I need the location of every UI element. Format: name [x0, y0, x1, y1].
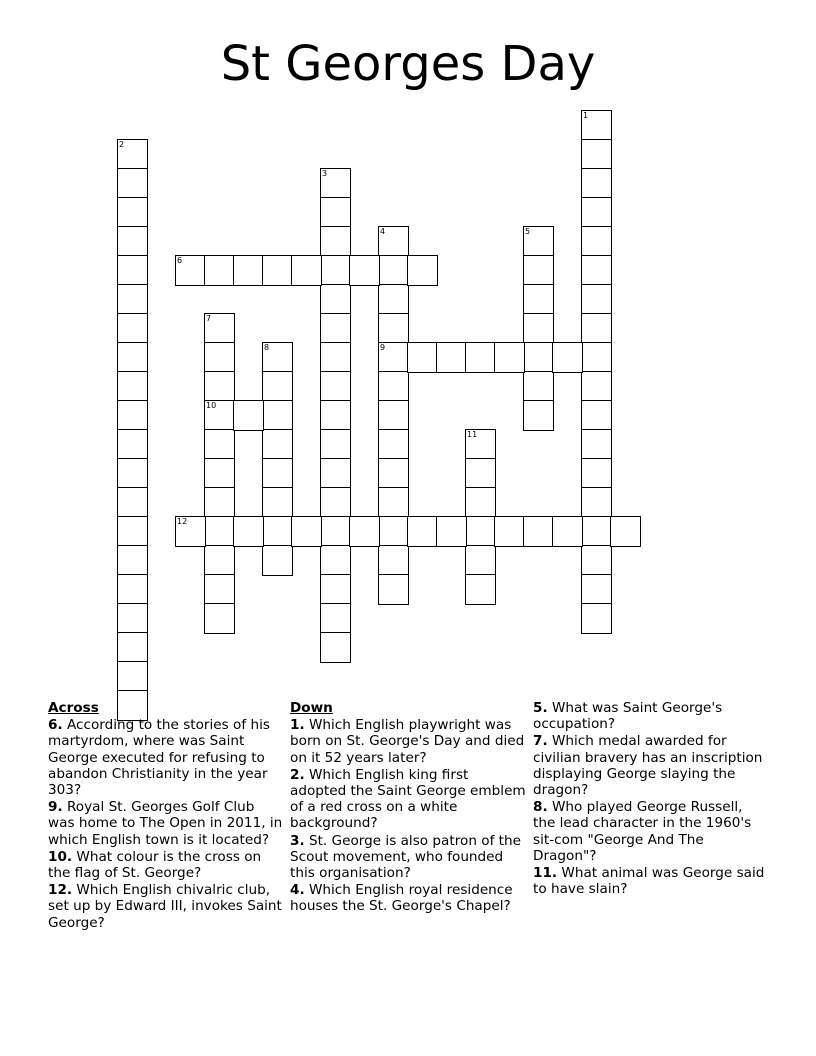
grid-cell[interactable] — [204, 487, 235, 518]
grid-cell[interactable] — [262, 487, 293, 518]
grid-cell[interactable] — [523, 516, 554, 547]
grid-cell[interactable] — [581, 458, 612, 489]
grid-cell[interactable] — [117, 197, 148, 228]
grid-cell[interactable] — [117, 429, 148, 460]
clue-item-text: Which medal awarded for civilian bravery has an inscription displaying George slaying the dragon? — [533, 733, 763, 799]
grid-cell[interactable] — [581, 574, 612, 605]
clue-number: 3 — [322, 169, 328, 178]
grid-cell[interactable] — [581, 603, 612, 634]
clue-item-text: Which English royal residence houses the St. George's Chapel? — [290, 882, 513, 915]
grid-cell[interactable] — [581, 516, 612, 547]
grid-cell[interactable] — [523, 342, 554, 373]
grid-cell[interactable] — [378, 429, 409, 460]
grid-cell[interactable] — [581, 168, 612, 199]
grid-cell[interactable] — [581, 139, 612, 170]
grid-cell[interactable] — [378, 371, 409, 402]
clue-item-text: Who played George Russell, the lead character in the 1960's sit-com "George And The Dragon"? — [533, 799, 752, 864]
grid-cell[interactable] — [378, 255, 409, 286]
grid-cell[interactable] — [581, 313, 612, 344]
grid-cell[interactable] — [117, 632, 148, 663]
grid-cell[interactable] — [581, 371, 612, 402]
clue-item-number: 2. — [290, 766, 305, 783]
clue-number: 5 — [525, 227, 531, 236]
grid-cell[interactable] — [523, 313, 554, 344]
grid-cell[interactable] — [117, 371, 148, 402]
clue-item — [533, 865, 769, 897]
grid-cell[interactable] — [262, 371, 293, 402]
grid-cell[interactable] — [523, 226, 554, 257]
clue-item-text: St. George is also patron of the Scout movement, who founded this organisation? — [290, 832, 521, 882]
grid-cell[interactable] — [494, 516, 525, 547]
clue-number: 1 — [583, 111, 589, 120]
grid-cell[interactable] — [378, 400, 409, 431]
clue-item — [533, 733, 769, 798]
clue-number: 7 — [206, 314, 212, 323]
clue-number: 12 — [177, 517, 188, 526]
clue-item-number: 6. — [48, 717, 63, 734]
clue-number: 10 — [206, 401, 217, 410]
clue-item-number: 10. — [48, 848, 73, 865]
grid-cell[interactable] — [494, 342, 525, 373]
grid-cell[interactable] — [465, 429, 496, 460]
grid-cell[interactable] — [117, 487, 148, 518]
grid-cell[interactable] — [581, 545, 612, 576]
grid-cell[interactable] — [320, 284, 351, 315]
grid-cell[interactable] — [320, 516, 351, 547]
clue-number: 6 — [177, 256, 183, 265]
clue-item — [290, 882, 526, 914]
grid-cell[interactable] — [320, 429, 351, 460]
grid-cell[interactable] — [117, 284, 148, 315]
clue-item-text: Which English playwright was born on St. George's Day and died on it 52 years later? — [290, 717, 525, 766]
grid-cell[interactable] — [320, 168, 351, 199]
clue-item-text: What colour is the cross on the flag of St. George? — [48, 848, 262, 882]
grid-cell[interactable] — [117, 661, 148, 692]
grid-cell[interactable] — [117, 313, 148, 344]
grid-cell[interactable] — [204, 255, 235, 286]
grid-cell[interactable] — [378, 342, 409, 373]
grid-cell[interactable] — [581, 342, 612, 373]
grid-cell[interactable] — [117, 574, 148, 605]
grid-cell[interactable] — [407, 342, 438, 373]
down-clues — [290, 700, 526, 916]
grid-cell[interactable] — [204, 371, 235, 402]
grid-cell[interactable] — [320, 400, 351, 431]
grid-cell[interactable] — [262, 516, 293, 547]
clue-number: 4 — [380, 227, 386, 236]
grid-cell[interactable] — [262, 342, 293, 373]
grid-cell[interactable] — [262, 429, 293, 460]
grid-cell[interactable] — [523, 400, 554, 431]
grid-cell[interactable] — [552, 342, 583, 373]
grid-cell[interactable] — [320, 603, 351, 634]
grid-cell[interactable] — [233, 255, 264, 286]
grid-cell[interactable] — [204, 400, 235, 431]
clue-item-text: According to the stories of his martyrdom, where was Saint George executed for refusing to abandon Christianity in the year 303? — [48, 717, 270, 799]
grid-cell[interactable] — [117, 168, 148, 199]
grid-cell[interactable] — [407, 255, 438, 286]
clue-number: 9 — [380, 343, 386, 352]
grid-cell[interactable] — [320, 545, 351, 576]
grid-cell[interactable] — [581, 197, 612, 228]
across-heading: Across — [48, 700, 99, 716]
grid-cell[interactable] — [117, 342, 148, 373]
clue-item — [48, 849, 284, 881]
grid-cell[interactable] — [204, 429, 235, 460]
grid-cell[interactable] — [262, 255, 293, 286]
down-clues-continued — [533, 700, 769, 898]
grid-cell[interactable] — [378, 284, 409, 315]
grid-cell[interactable] — [465, 574, 496, 605]
across-clues — [48, 700, 284, 932]
grid-cell[interactable] — [233, 400, 264, 431]
grid-cell[interactable] — [552, 516, 583, 547]
clue-item-text: Royal St. Georges Golf Club was home to The Open in 2011, in which English town is it located? — [48, 799, 283, 848]
grid-cell[interactable] — [204, 342, 235, 373]
clue-item — [533, 700, 769, 732]
grid-cell[interactable] — [117, 516, 148, 547]
clue-item-number: 5. — [533, 700, 548, 716]
grid-cell[interactable] — [320, 458, 351, 489]
grid-cell[interactable] — [204, 313, 235, 344]
grid-cell[interactable] — [117, 400, 148, 431]
grid-cell[interactable] — [117, 226, 148, 257]
page-title: St Georges Day — [220, 36, 596, 92]
clue-item-number: 1. — [290, 717, 305, 734]
grid-cell[interactable] — [320, 371, 351, 402]
clue-item — [533, 799, 769, 864]
grid-cell[interactable] — [349, 255, 380, 286]
grid-cell[interactable] — [378, 458, 409, 489]
clue-item-number: 8. — [533, 799, 548, 816]
grid-cell[interactable] — [320, 487, 351, 518]
grid-cell[interactable] — [291, 516, 322, 547]
grid-cell[interactable] — [581, 284, 612, 315]
grid-cell[interactable] — [465, 342, 496, 373]
grid-cell[interactable] — [581, 255, 612, 286]
grid-cell[interactable] — [320, 574, 351, 605]
grid-cell[interactable] — [204, 545, 235, 576]
grid-cell[interactable] — [465, 487, 496, 518]
grid-cell[interactable] — [378, 487, 409, 518]
grid-cell[interactable] — [204, 458, 235, 489]
grid-cell[interactable] — [175, 516, 206, 547]
grid-cell[interactable] — [320, 632, 351, 663]
clue-item — [290, 717, 526, 766]
clue-item — [48, 882, 284, 931]
grid-cell[interactable] — [320, 255, 351, 286]
grid-cell[interactable] — [204, 603, 235, 634]
grid-cell[interactable] — [291, 255, 322, 286]
grid-cell[interactable] — [117, 139, 148, 170]
grid-cell[interactable] — [175, 255, 206, 286]
grid-cell[interactable] — [378, 516, 409, 547]
grid-cell[interactable] — [262, 400, 293, 431]
clue-item-text: What was Saint George's occupation? — [533, 700, 723, 733]
clue-item-text: Which English chivalric club, set up by Edward III, invokes Saint George? — [48, 882, 282, 931]
clue-item-number: 4. — [290, 882, 305, 899]
clue-number: 8 — [264, 343, 270, 352]
grid-cell[interactable] — [204, 574, 235, 605]
clue-item — [48, 799, 284, 848]
grid-cell[interactable] — [581, 429, 612, 460]
grid-cell[interactable] — [378, 545, 409, 576]
grid-cell[interactable] — [378, 574, 409, 605]
grid-cell[interactable] — [407, 516, 438, 547]
clue-item-text: What animal was George said to have slain? — [533, 865, 765, 898]
grid-cell[interactable] — [523, 284, 554, 315]
grid-cell[interactable] — [378, 226, 409, 257]
clue-item-number: 12. — [48, 882, 73, 899]
grid-cell[interactable] — [436, 342, 467, 373]
clue-item — [290, 767, 526, 832]
clue-item — [48, 717, 284, 798]
clue-item-number: 11. — [533, 865, 558, 882]
grid-cell[interactable] — [581, 400, 612, 431]
grid-cell[interactable] — [117, 255, 148, 286]
grid-cell[interactable] — [465, 516, 496, 547]
grid-cell[interactable] — [320, 342, 351, 373]
grid-cell[interactable] — [436, 516, 467, 547]
clue-item-number: 7. — [533, 733, 548, 750]
grid-cell[interactable] — [262, 458, 293, 489]
grid-cell[interactable] — [523, 371, 554, 402]
grid-cell[interactable] — [378, 313, 409, 344]
grid-cell[interactable] — [204, 516, 235, 547]
grid-cell[interactable] — [117, 603, 148, 634]
grid-cell[interactable] — [610, 516, 641, 547]
down-heading: Down — [290, 700, 333, 716]
grid-cell[interactable] — [349, 516, 380, 547]
clue-item — [290, 833, 526, 882]
grid-cell[interactable] — [117, 458, 148, 489]
grid-cell[interactable] — [233, 516, 264, 547]
grid-cell[interactable] — [581, 110, 612, 141]
grid-cell[interactable] — [523, 255, 554, 286]
grid-cell[interactable] — [320, 226, 351, 257]
grid-cell[interactable] — [581, 226, 612, 257]
grid-cell[interactable] — [320, 197, 351, 228]
clue-number: 2 — [119, 140, 125, 149]
grid-cell[interactable] — [262, 545, 293, 576]
grid-cell[interactable] — [320, 313, 351, 344]
grid-cell[interactable] — [581, 487, 612, 518]
grid-cell[interactable] — [465, 458, 496, 489]
clue-item-number: 9. — [48, 799, 63, 816]
clue-number: 11 — [467, 430, 478, 439]
clue-item-number: 3. — [290, 832, 305, 849]
grid-cell[interactable] — [117, 545, 148, 576]
grid-cell[interactable] — [465, 545, 496, 576]
clue-item-text: Which English king first adopted the Saint George emblem of a red cross on a white background? — [290, 766, 526, 832]
